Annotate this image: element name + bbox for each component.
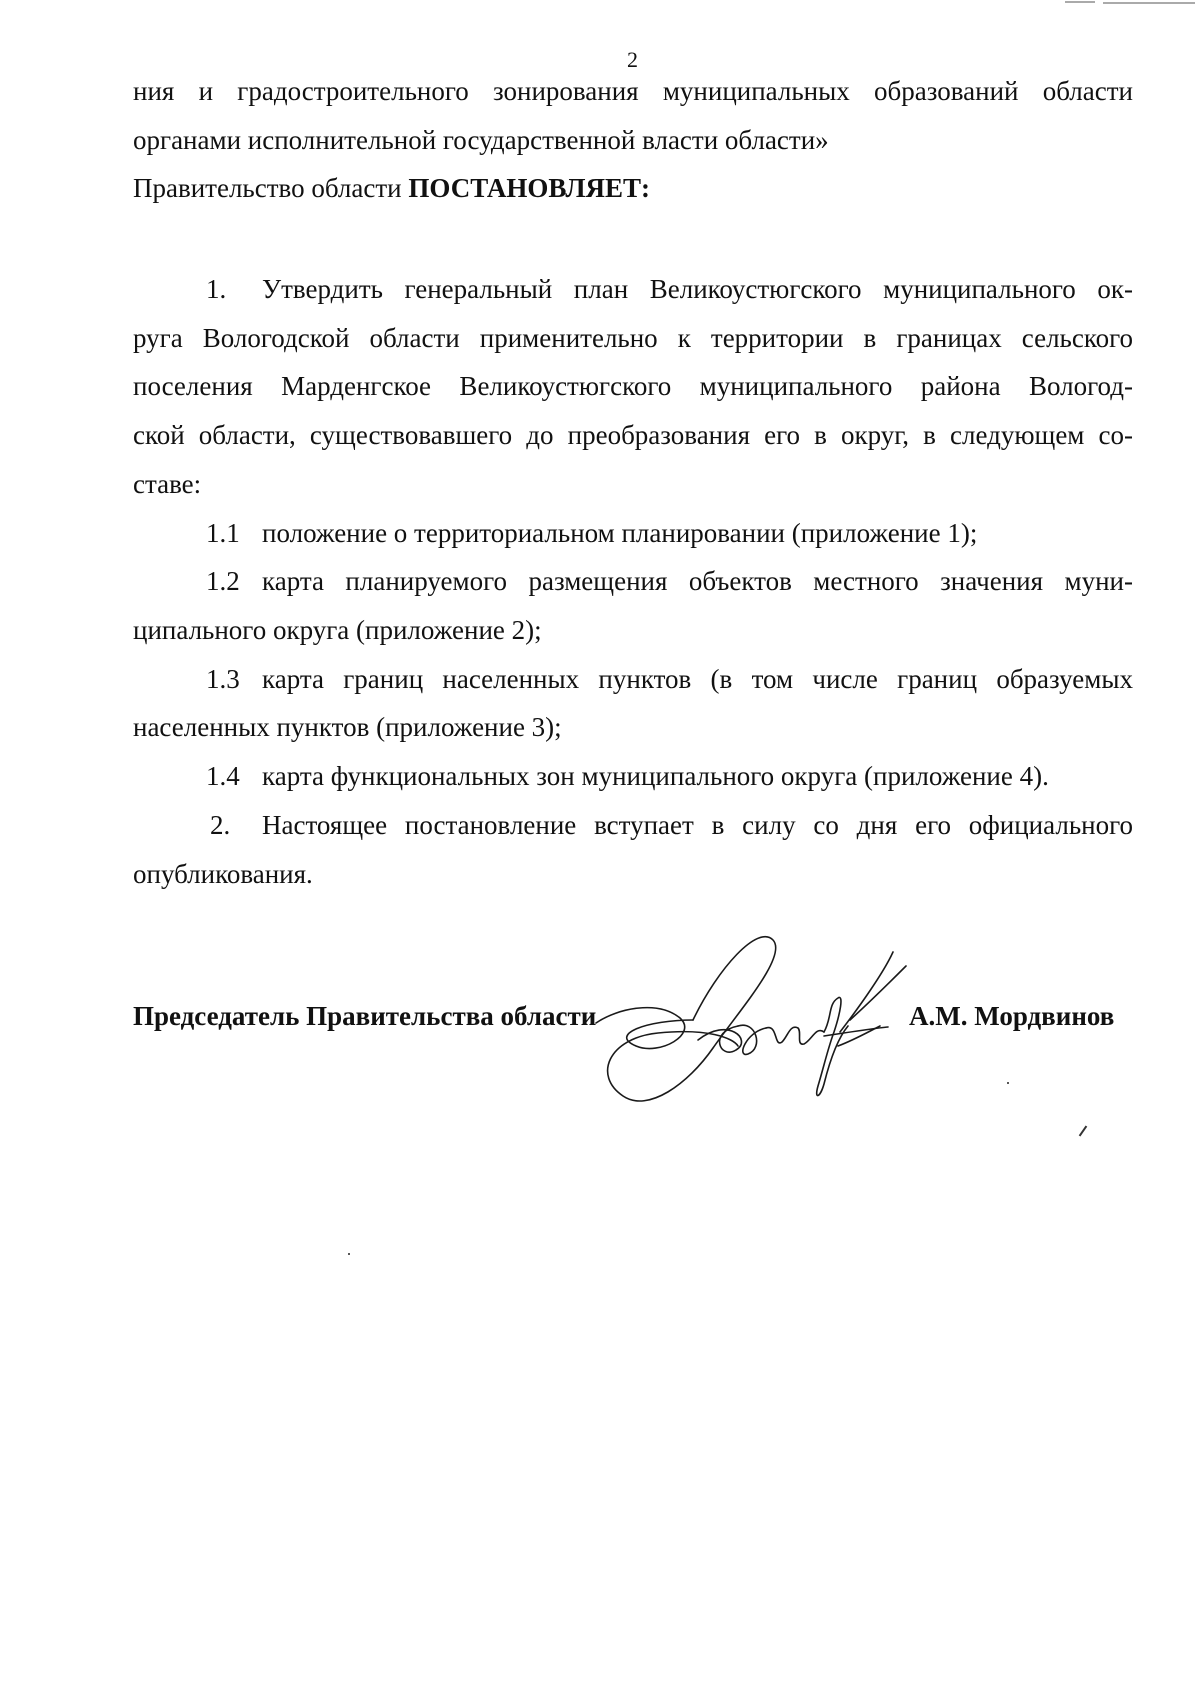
scan-speck <box>1007 1082 1009 1084</box>
page-number: 2 <box>627 47 638 72</box>
clause-1-line-4: ской области, существовавшего до преобразования его в округ, в следующем со- <box>133 420 1133 450</box>
clause-1-3-number: 1.3 <box>206 664 240 694</box>
clause-1-3-line-2: населенных пунктов (приложение 3); <box>133 712 562 742</box>
clause-1-number: 1. <box>206 274 227 304</box>
resolution-prefix: Правительство области <box>133 173 409 203</box>
text-line-2: органами исполнительной государственной власти области» <box>133 125 829 155</box>
clause-1-2-line-1: карта планируемого размещения объектов местного значения муни- <box>262 566 1133 596</box>
clause-1-4-number: 1.4 <box>206 761 240 791</box>
clause-1-4-text: карта функциональных зон муниципального округа (приложение 4). <box>262 761 1049 791</box>
clause-1-line-2: руга Вологодской области применительно к территории в границах сельского <box>133 323 1133 353</box>
clause-2-number: 2. <box>210 810 231 840</box>
clause-1-1-number: 1.1 <box>206 518 240 548</box>
clause-1-2-number: 1.2 <box>206 566 240 596</box>
clause-1-3-line-1: карта границ населенных пунктов (в том числе границ образуемых <box>262 664 1133 694</box>
signer-title: Председатель Правительства области <box>133 1001 597 1031</box>
clause-1-1-text: положение о территориальном планировании (приложение 1); <box>262 518 978 548</box>
signature-drawing <box>588 928 948 1118</box>
scan-mark <box>1079 1126 1088 1137</box>
handwritten-signature <box>588 928 948 1118</box>
clause-1-line-5: ставе: <box>133 469 202 499</box>
top-edge-mark <box>1055 0 1200 6</box>
text-line-1: ния и градостроительного зонирования муниципальных образований области <box>133 76 1133 106</box>
clause-1-2-line-2: ципального округа (приложение 2); <box>133 615 542 645</box>
clause-2-line-2: опубликования. <box>133 859 313 889</box>
resolution-line <box>133 170 1133 206</box>
scan-speck <box>348 1253 350 1255</box>
signer-name: А.М. Мордвинов <box>909 1001 1115 1031</box>
resolution-keyword: ПОСТАНОВЛЯЕТ: <box>408 173 650 203</box>
clause-1-line-1: Утвердить генеральный план Великоустюгского муниципального ок- <box>262 274 1133 304</box>
clause-2-line-1: Настоящее постановление вступает в силу со дня его официального <box>262 810 1133 840</box>
clause-1-line-3: поселения Марденгское Великоустюгского муниципального района Вологод- <box>133 371 1133 401</box>
